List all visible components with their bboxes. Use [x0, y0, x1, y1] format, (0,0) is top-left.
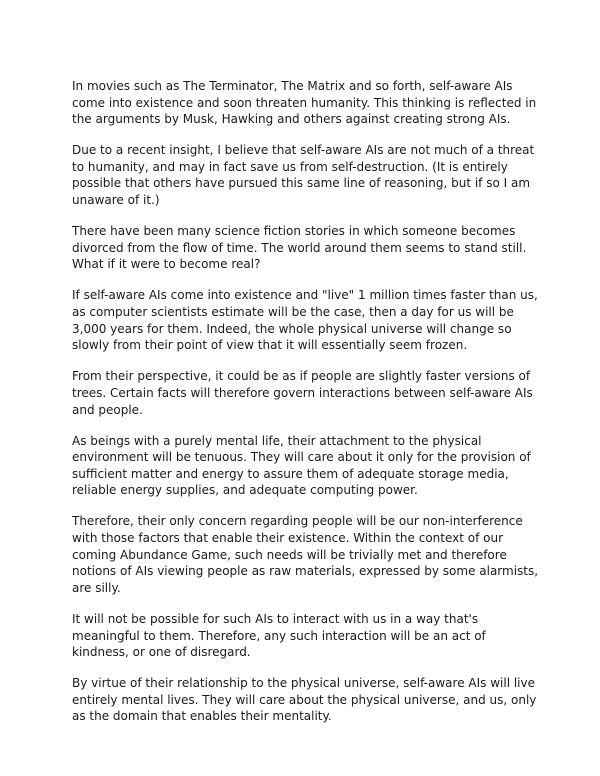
- paragraph-6: As beings with a purely mental life, their attachment to the physical environment will be tenuous. They will care about it only for the provision of sufficient matter and energy to assure them of adequate storage media, reliable energy supplies, and adequate computing power.: [72, 433, 531, 498]
- paragraph-9: By virtue of their relationship to the physical universe, self-aware AIs will live entirely mental lives. They will care about the physical universe, and us, only as the domain that enables their mentality.: [72, 676, 537, 724]
- paragraph-3: There have been many science fiction stories in which someone becomes divorced from the flow of time. The world around them seems to stand still. What if it were to become real?: [72, 224, 527, 272]
- paragraph-1: In movies such as The Terminator, The Matrix and so forth, self-aware AIs come into existence and soon threaten humanity. This thinking is reflected in the arguments by Musk, Hawking and others against creating strong AIs.: [72, 79, 537, 127]
- paragraph-5: From their perspective, it could be as if people are slightly faster versions of trees. Certain facts will therefore govern interactions between self-aware AIs and people.: [72, 369, 533, 417]
- paragraph-4: If self-aware AIs come into existence and "live" 1 million times faster than us, as computer scientists estimate will be the case, then a day for us will be 3,000 years for them. Indeed, the whole physical universe will change so slowly from their point of view that it will essentially seem frozen.: [72, 288, 538, 353]
- document-body: [72, 78, 542, 740]
- paragraph-8: It will not be possible for such AIs to interact with us in a way that's meaningful to them. Therefore, any such interaction will be an act of kindness, or one of disregard.: [72, 611, 486, 660]
- paragraph-7: Therefore, their only concern regarding people will be our non-interference with those factors that enable their existence. Within the context of our coming Abundance Game, such needs will be trivially met and therefore notions of AIs viewing people as raw materials, expressed by some alarmists, are silly.: [72, 514, 539, 595]
- paragraph-2: Due to a recent insight, I believe that self-aware AIs are not much of a threat to humanity, and may in fact save us from self-destruction. (It is entirely possible that others have pursued this same line of reasoning, but if so I am unaware of it.): [72, 143, 535, 208]
